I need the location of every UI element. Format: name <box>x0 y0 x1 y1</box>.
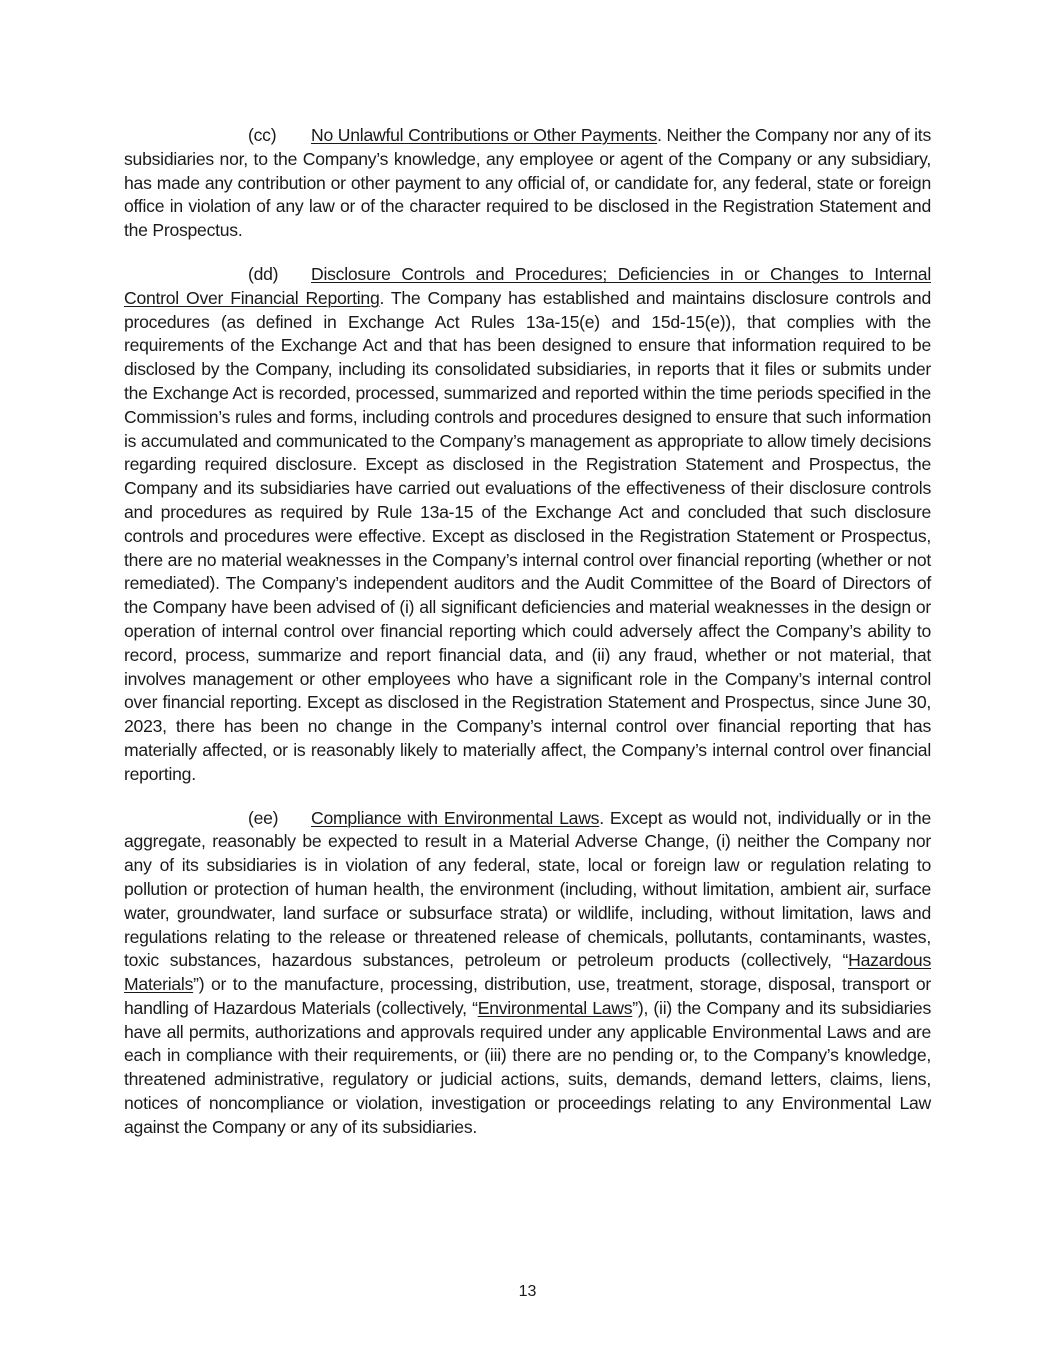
section-ee <box>124 807 931 1140</box>
section-body: . The Company has established and maintains disclosure controls and procedures (as defined in Exchange Act Rules 13a-15(e) and 15d-15(e)), that complies with the requirements of the Exchange Act and that has been designed to ensure that information required to be disclosed by the Company, including its consolidated subsidiaries, in reports that it files or submits under the Exchange Act is recorded, processed, summarized and reported within the time periods specified in the Commission’s rules and forms, including controls and procedures designed to ensure that such information is accumulated and communicated to the Company’s management as appropriate to allow timely decisions regarding required disclosure. Except as disclosed in the Registration Statement and Prospectus, the Company and its subsidiaries have carried out evaluations of the effectiveness of their disclosure controls and procedures as required by Rule 13a-15 of the Exchange Act and concluded that such disclosure controls and procedures were effective. Except as disclosed in the Registration Statement or Prospectus, there are no material weaknesses in the Company’s internal control over financial reporting (whether or not remediated). The Company’s independent auditors and the Audit Committee of the Board of Directors of the Company have been advised of (i) all significant deficiencies and material weaknesses in the design or operation of internal control over financial reporting which could adversely affect the Company’s ability to record, process, summarize and report financial data, and (ii) any fraud, whether or not material, that involves management or other employees who have a significant role in the Company’s internal control over financial reporting. Except as disclosed in the Registration Statement and Prospectus, since June 30, 2023, there has been no change in the Company’s internal control over financial reporting that has materially affected, or is reasonably likely to materially affect, the Company’s internal control over financial reporting. <box>124 287 931 784</box>
section-dd <box>124 263 931 787</box>
section-heading: No Unlawful Contributions or Other Payments <box>311 125 658 145</box>
section-heading: Compliance with Environmental Laws <box>311 807 600 828</box>
section-body-part: ”), (ii) the Company and its subsidiaries have all permits, authorizations and approvals required under any applicable Environmental Laws and are each in compliance with their requirements, or (iii) there are no pending or, to the Company’s knowledge, threatened administrative, regulatory or judicial actions, suits, demands, demand letters, claims, liens, notices of noncompliance or violation, investigation or proceedings relating to any Environmental Law against the Company or any of its subsidiaries. <box>124 997 931 1137</box>
section-body-part: . Except as would not, individually or in the aggregate, reasonably be expected to result in a Material Adverse Change, (i) neither the Company nor any of its subsidiaries is in violation of any federal, state, local or foreign law or regulation relating to pollution or protection of human health, the environment (including, without limitation, ambient air, surface water, groundwater, land surface or subsurface strata) or wildlife, including, without limitation, laws and regulations relating to the release or threatened release of chemicals, pollutants, contaminants, wastes, toxic substances, hazardous substances, petroleum or petroleum products (collectively, “ <box>124 807 931 971</box>
section-body: . Neither the Company nor any of its subsidiaries nor, to the Company’s knowledge, any employee or agent of the Company or any subsidiary, has made any contribution or other payment to any official of, or candidate for, any federal, state or foreign office in violation of any law or of the character required to be disclosed in the Registration Statement and the Prospectus. <box>124 125 931 241</box>
section-number: (cc) <box>248 125 277 145</box>
section-body-part: ”) or to the manufacture, processing, distribution, use, treatment, storage, disposal, transport or handling of Hazardous Materials (collectively, “ <box>124 974 931 1018</box>
defined-term-environmental-laws: Environmental Laws <box>477 997 633 1018</box>
section-cc <box>124 124 931 243</box>
section-heading: Disclosure Controls and Procedures; Deficiencies in or Changes to Internal Control Over Financial Reporting <box>124 263 931 308</box>
document-page <box>124 124 931 1160</box>
section-number: (dd) <box>248 263 279 284</box>
section-number: (ee) <box>248 807 279 828</box>
page-number: 13 <box>518 1283 537 1300</box>
defined-term-hazardous-materials: Hazardous Materials <box>124 950 931 995</box>
